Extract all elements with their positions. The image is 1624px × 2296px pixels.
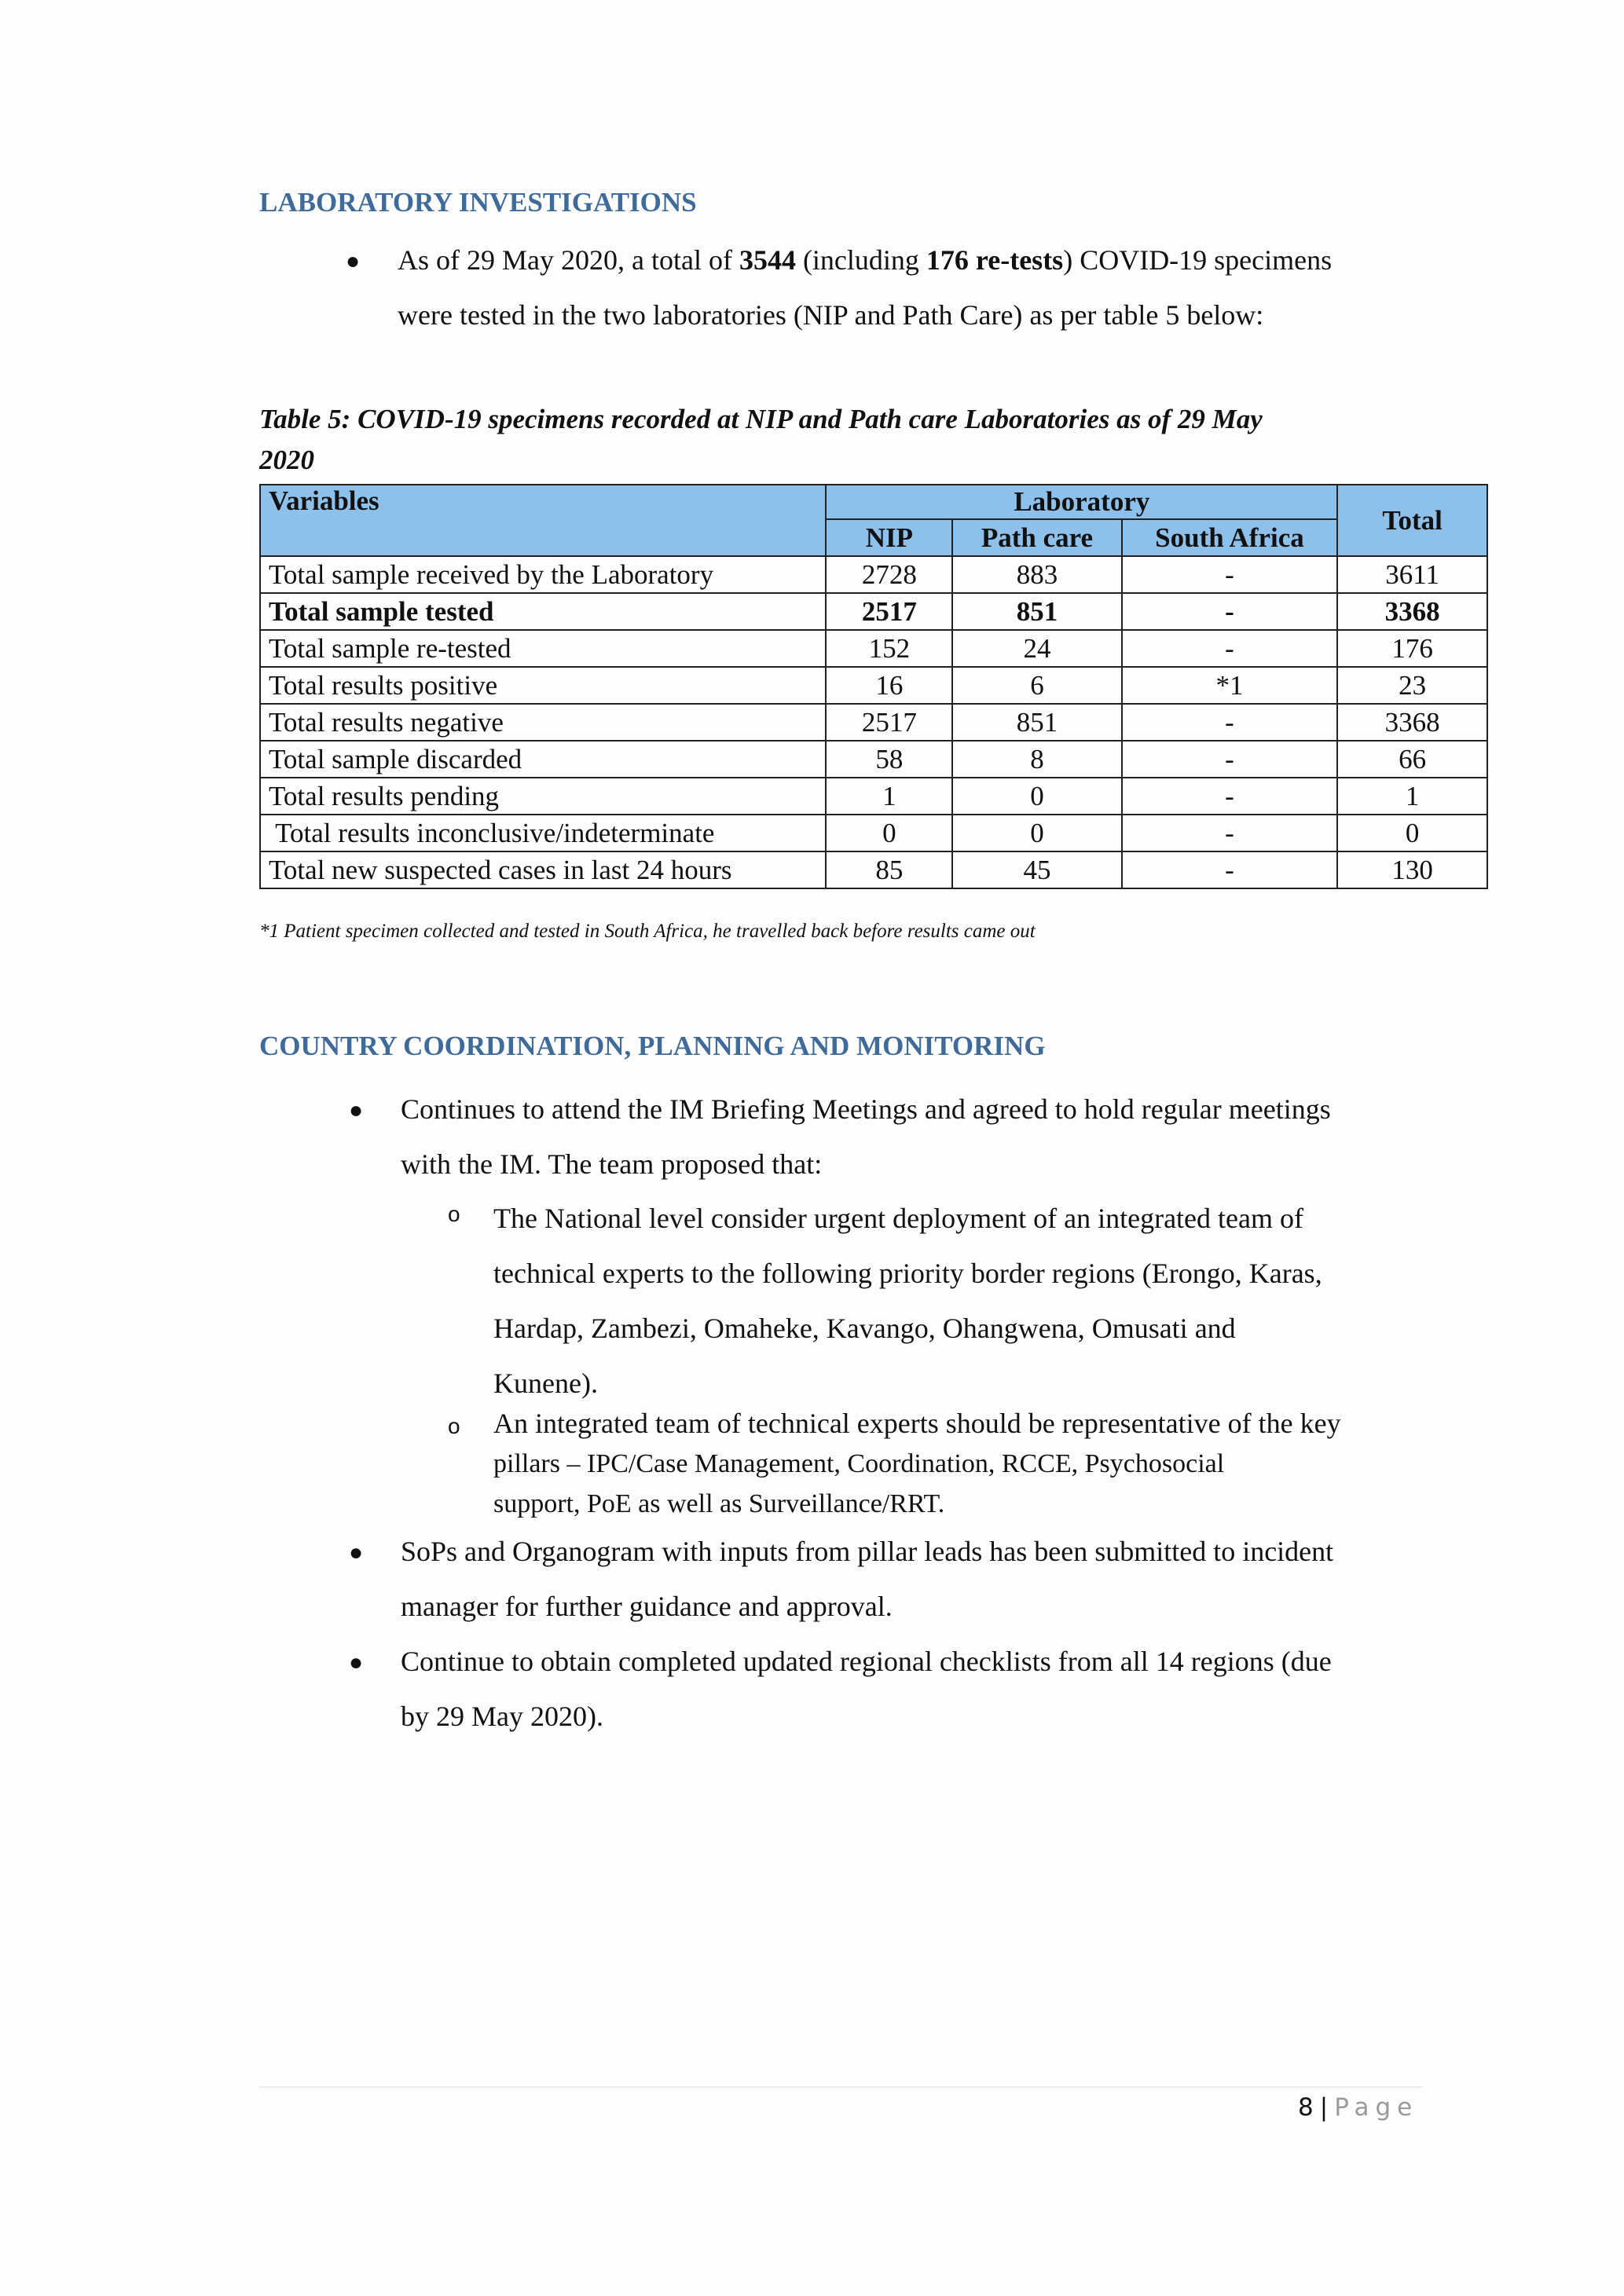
row-label: Total sample tested	[260, 593, 826, 630]
row-label: Total sample received by the Laboratory	[260, 556, 826, 593]
table-row	[260, 593, 1487, 630]
footer-divider	[259, 2086, 1422, 2088]
row-label: Total results positive	[260, 667, 826, 704]
coord-bullet-1: Continues to attend the IM Briefing Meetings and agreed to hold regular meetings with the IM. The team proposed that:	[401, 1093, 1331, 1180]
header-south-africa: South Africa	[1122, 519, 1338, 556]
cell-path-care: 0	[952, 778, 1121, 815]
table-row	[260, 630, 1487, 667]
header-laboratory: Laboratory	[826, 485, 1337, 519]
cell-path-care: 851	[952, 593, 1121, 630]
table-row	[260, 556, 1487, 593]
coord-bullet-2: SoPs and Organogram with inputs from pillar leads has been submitted to incident manager for further guidance and approval.	[401, 1536, 1334, 1622]
retests-count: 176 re-tests	[926, 244, 1064, 276]
cell-total: 130	[1337, 851, 1487, 888]
cell-south-africa: -	[1122, 815, 1338, 851]
lab-intro-paragraph	[398, 233, 1498, 342]
section-heading-laboratory: LABORATORY INVESTIGATIONS	[259, 187, 697, 218]
row-label: Total sample re-tested	[260, 630, 826, 667]
lab-intro-line1: As of 29 May 2020, a total of 3544 (including 176 re-tests) COVID-19 specimens	[398, 244, 1333, 276]
row-label: Total new suspected cases in last 24 hours	[260, 851, 826, 888]
row-label: Total sample discarded	[260, 741, 826, 778]
sub-bullet-icon: o	[448, 1414, 460, 1438]
cell-path-care: 45	[952, 851, 1121, 888]
bullet-icon: ●	[349, 1097, 364, 1123]
cell-nip: 2517	[826, 704, 952, 741]
cell-nip: 1	[826, 778, 952, 815]
table-row	[260, 851, 1487, 888]
coord-bullet-3: Continue to obtain completed updated regional checklists from all 14 regions (due by 29 May 2020).	[401, 1646, 1332, 1732]
cell-total: 0	[1337, 815, 1487, 851]
cell-total: 3368	[1337, 593, 1487, 630]
cell-nip: 58	[826, 741, 952, 778]
cell-south-africa: -	[1122, 704, 1338, 741]
cell-nip: 85	[826, 851, 952, 888]
cell-path-care: 0	[952, 815, 1121, 851]
cell-south-africa: -	[1122, 630, 1338, 667]
row-label: Total results negative	[260, 704, 826, 741]
cell-nip: 2728	[826, 556, 952, 593]
table-caption: Table 5: COVID-19 specimens recorded at NIP and Path care Laboratories as of 29 May 2020	[259, 404, 1263, 475]
bullet-icon: ●	[349, 1540, 364, 1565]
header-total: Total	[1337, 485, 1487, 556]
cell-total: 3611	[1337, 556, 1487, 593]
table-body	[260, 556, 1487, 888]
cell-total: 3368	[1337, 704, 1487, 741]
table-footnote: *1 Patient specimen collected and tested in South Africa, he travelled back before results came out	[259, 921, 1036, 942]
cell-south-africa: -	[1122, 593, 1338, 630]
cell-total: 23	[1337, 667, 1487, 704]
cell-total: 176	[1337, 630, 1487, 667]
table-row	[260, 778, 1487, 815]
lab-intro-line2: were tested in the two laboratories (NIP and Path Care) as per table 5 below:	[398, 299, 1264, 331]
table-row	[260, 667, 1487, 704]
bullet-icon: ●	[346, 248, 361, 274]
cell-south-africa: -	[1122, 851, 1338, 888]
sub-bullet-icon: o	[448, 1202, 460, 1226]
row-label: Total results inconclusive/indeterminate	[260, 815, 826, 851]
section-heading-coordination: COUNTRY COORDINATION, PLANNING AND MONITORING	[259, 1031, 1046, 1061]
cell-path-care: 883	[952, 556, 1121, 593]
cell-nip: 2517	[826, 593, 952, 630]
cell-total: 1	[1337, 778, 1487, 815]
cell-nip: 152	[826, 630, 952, 667]
header-variables: Variables	[260, 485, 826, 556]
cell-path-care: 24	[952, 630, 1121, 667]
lab-specimens-table	[259, 484, 1488, 889]
coord-sub-bullet-1: The National level consider urgent deployment of an integrated team of technical experts to the following priority border regions (Erongo, Karas, Hardap, Zambezi, Omaheke, Kavango, Ohangwena, Omusati and Kunene).	[493, 1203, 1322, 1399]
header-path-care: Path care	[952, 519, 1121, 556]
cell-path-care: 8	[952, 741, 1121, 778]
cell-total: 66	[1337, 741, 1487, 778]
cell-nip: 0	[826, 815, 952, 851]
total-specimens-count: 3544	[739, 244, 796, 276]
row-label: Total results pending	[260, 778, 826, 815]
cell-south-africa: -	[1122, 556, 1338, 593]
cell-south-africa: *1	[1122, 667, 1338, 704]
cell-nip: 16	[826, 667, 952, 704]
table-row	[260, 704, 1487, 741]
cell-path-care: 6	[952, 667, 1121, 704]
cell-path-care: 851	[952, 704, 1121, 741]
cell-south-africa: -	[1122, 741, 1338, 778]
page-number: 8 | Page	[1298, 2093, 1419, 2122]
bullet-icon: ●	[349, 1650, 364, 1675]
table-row	[260, 815, 1487, 851]
cell-south-africa: -	[1122, 778, 1338, 815]
coord-sub-bullet-2: An integrated team of technical experts should be representative of the key pillars – IPC/Case Management, Coordination, RCCE, Psychosocial support, PoE as well as Surveillance/RRT.	[493, 1408, 1341, 1518]
header-nip: NIP	[826, 519, 952, 556]
table-row	[260, 741, 1487, 778]
